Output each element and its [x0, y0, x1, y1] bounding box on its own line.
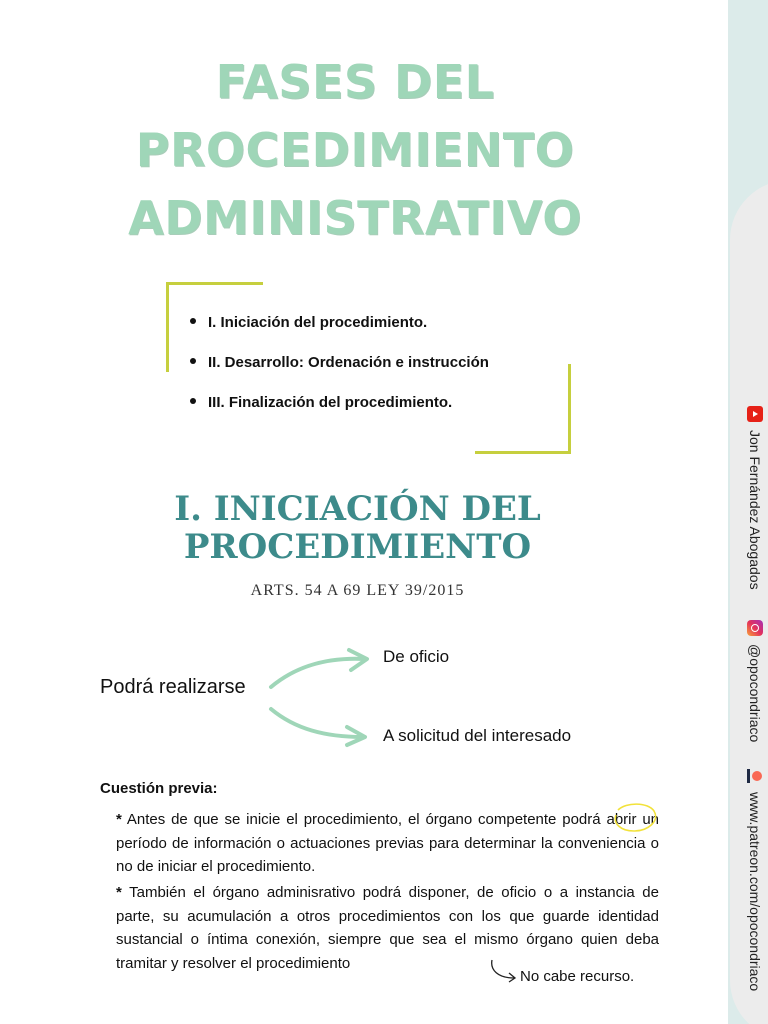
social-sidebar — [728, 0, 768, 1024]
option-a-solicitud: A solicitud del interesado — [383, 726, 572, 745]
paragraph-text: abrir un período de información o actuaciones previas para determinar la conveniencia o no de iniciar el procedimiento. — [116, 811, 660, 875]
section-title-line: PROCEDIMIENTO — [183, 527, 532, 567]
youtube-link[interactable] — [740, 406, 768, 590]
patreon-icon — [747, 768, 763, 784]
asterisk-marker: * — [116, 884, 122, 901]
phase-label: II. Desarrollo: Ordenación e instrucción — [208, 354, 489, 371]
instagram-link[interactable] — [740, 620, 768, 742]
patreon-url-label: www.patreon.com/opocondriaco — [747, 792, 763, 992]
phase-label: III. Finalización del procedimiento. — [208, 394, 453, 411]
paragraph-text: También el órgano adminisrativo podrá disponer, de oficio o a instancia de parte, su acumulación a otros procedimientos con los que guarde identidad sustancial o íntima conexión, siempre que sea el mismo órgano quien deba tramitar y resolver el procedimiento — [116, 884, 659, 972]
phase-item — [190, 393, 489, 413]
instagram-icon — [747, 620, 763, 636]
arrow-up-icon — [271, 659, 365, 687]
page-title-line: PROCEDIMIENTO — [135, 123, 575, 177]
curved-arrow-icon — [488, 958, 518, 984]
bracket-bottom-right-vertical — [568, 364, 571, 454]
option-de-oficio: De oficio — [383, 647, 450, 666]
bracket-bottom-right — [475, 451, 571, 454]
youtube-channel-label: Jon Fernández Abogados — [747, 430, 763, 590]
section-title — [120, 490, 595, 566]
bullet-icon — [190, 318, 196, 324]
cuestion-paragraph-2 — [116, 881, 659, 975]
no-cabe-recurso-note: No cabe recurso. — [520, 968, 635, 985]
phase-label: I. Iniciación del procedimiento. — [208, 314, 428, 331]
youtube-icon — [747, 406, 763, 422]
highlighted-word: podrá — [562, 811, 601, 828]
phase-item — [190, 313, 489, 333]
highlight-circle-icon — [612, 801, 658, 833]
bullet-icon — [190, 398, 196, 404]
cuestion-previa-title: Cuestión previa: — [100, 780, 218, 797]
phases-list — [190, 313, 489, 433]
page-title — [60, 48, 650, 252]
branch-arrows — [265, 645, 385, 755]
bracket-top-left — [166, 282, 263, 285]
phase-item — [190, 353, 489, 373]
arrow-down-icon — [271, 709, 363, 737]
paragraph-text: Antes de que se inicie el procedimiento, el órgano competente — [126, 811, 563, 828]
bracket-top-left-vertical — [166, 282, 169, 372]
page-title-line: FASES DEL — [215, 55, 495, 109]
asterisk-marker: * — [116, 811, 122, 828]
instagram-handle-label: @opocondriaco — [747, 644, 763, 743]
section-title-line: I. INICIACIÓN DEL — [174, 489, 541, 529]
page-title-line: ADMINISTRATIVO — [128, 191, 582, 245]
section-subtitle: ARTS. 54 A 69 LEY 39/2015 — [250, 582, 465, 599]
patreon-link[interactable] — [740, 768, 768, 991]
cuestion-paragraph-1 — [116, 808, 659, 879]
diagram-lead-text: Podrá realizarse — [100, 676, 246, 698]
bullet-icon — [190, 358, 196, 364]
